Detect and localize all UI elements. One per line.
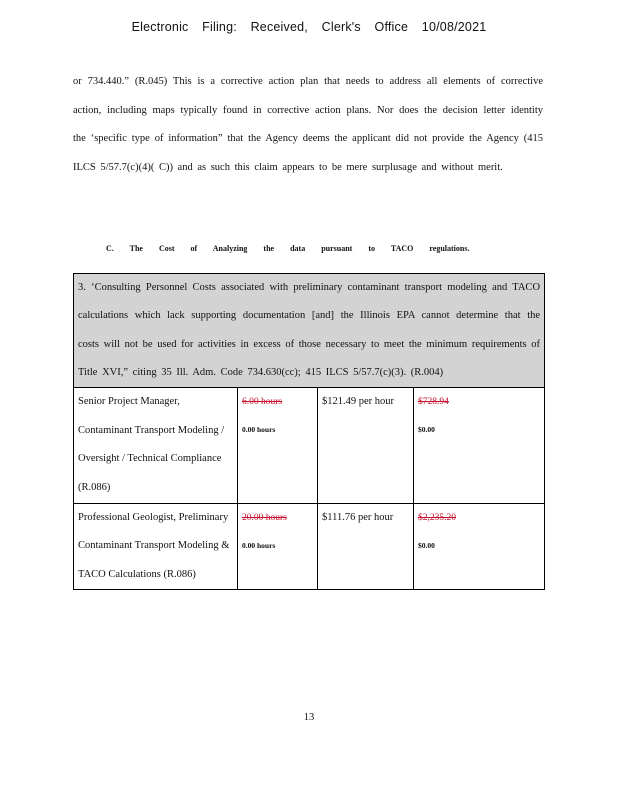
- hourly-rate: $111.76 per hour: [322, 511, 394, 523]
- item-description: Professional Geologist, Preliminary Contaminant Transport Modeling & TACO Calculations (R.086): [74, 503, 238, 590]
- original-total: $2,235.20: [418, 512, 456, 523]
- hours-cell: [238, 503, 318, 590]
- issue-row: [74, 274, 545, 388]
- section-subheading: C. The Cost of Analyzing the data pursuant to TACO regulations.: [106, 244, 470, 253]
- table-row: [74, 503, 545, 590]
- total-cell: [414, 388, 545, 503]
- adjusted-hours: 0.00 hours: [242, 540, 276, 550]
- original-hours: 6.00 hours: [242, 397, 283, 408]
- page-number: 13: [303, 712, 315, 723]
- rate-cell: [318, 388, 414, 503]
- cost-table: [73, 273, 545, 590]
- body-paragraph: or 734.440.” (R.045) This is a corrective action plan that needs to address all elements of corrective action, including maps typically found in corrective action plans. Nor does the decision letter identity the ‘specific type of information” that the Agency deems the applicant did not provide the Agency (415 ILCS 5/57.7(c)(4)( C)) and as such this claim appears to be mere surplusage and without merit.: [73, 76, 543, 174]
- item-description: Senior Project Manager, Contaminant Transport Modeling / Oversight / Technical Compliance (R.086): [74, 388, 238, 503]
- adjusted-hours: 0.00 hours: [242, 425, 276, 435]
- hours-cell: [238, 388, 318, 503]
- issue-cell: 3. ‘Consulting Personnel Costs associated with preliminary contaminant transport modeling and TACO calculations which lack supporting documentation [and] the Illinois EPA cannot determine that the costs will not be used for activities in excess of those necessary to meet the minimum requirements of Title XVI,” citing 35 Ill. Adm. Code 734.630(cc); 415 ILCS 5/57.7(c)(3). (R.004): [74, 274, 545, 388]
- original-total: $728.94: [418, 397, 449, 408]
- rate-cell: [318, 503, 414, 590]
- adjusted-total: $0.00: [418, 540, 435, 550]
- adjusted-total: $0.00: [418, 425, 435, 435]
- original-hours: 20.00 hours: [242, 512, 287, 523]
- filing-header: Electronic Filing: Received, Clerk's Office 10/08/2021: [131, 20, 487, 34]
- table-row: [74, 388, 545, 503]
- total-cell: [414, 503, 545, 590]
- hourly-rate: $121.49 per hour: [322, 396, 395, 408]
